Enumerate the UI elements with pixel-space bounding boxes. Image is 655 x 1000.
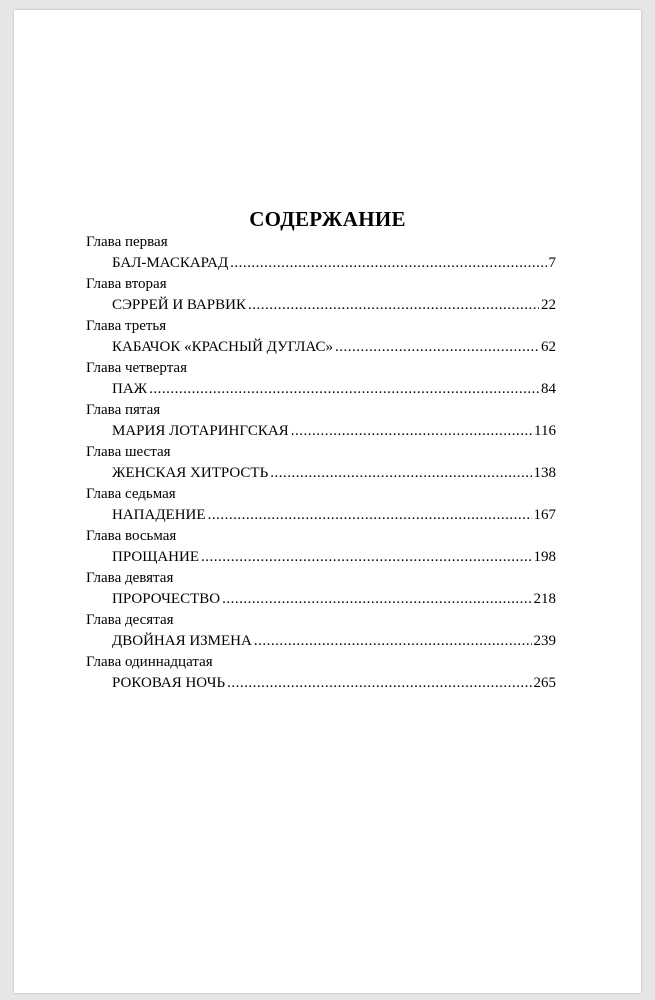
dot-leader [230,253,546,274]
toc-chapter [86,442,556,484]
toc-chapter [86,400,556,442]
dot-leader [208,505,532,526]
dot-leader [291,421,532,442]
toc-entry [86,379,556,400]
toc-entry [86,631,556,652]
toc-entry [86,421,556,442]
toc-chapter [86,316,556,358]
dot-leader [227,673,531,694]
dot-leader [270,463,531,484]
chapter-label: Глава третья [86,318,167,334]
chapter-title: ПРОРОЧЕСТВО [112,591,221,607]
toc-chapter [86,232,556,274]
chapter-title: МАРИЯ ЛОТАРИНГСКАЯ [112,423,289,439]
page-number: 265 [533,675,556,691]
page-number: 7 [548,255,556,271]
chapter-label: Глава десятая [86,612,174,628]
dot-leader [201,547,532,568]
dot-leader [335,337,539,358]
chapter-label: Глава седьмая [86,486,176,502]
toc-chapter [86,568,556,610]
page-number: 138 [533,465,556,481]
chapter-title: ЖЕНСКАЯ ХИТРОСТЬ [112,465,269,481]
page-number: 22 [541,297,556,313]
toc-entry [86,547,556,568]
toc-chapter [86,652,556,694]
page-number: 198 [533,549,556,565]
toc-entry [86,589,556,610]
toc-entry [86,505,556,526]
chapter-label: Глава одиннадцатая [86,654,213,670]
document-page [14,10,641,993]
toc-chapter [86,484,556,526]
page-number: 84 [541,381,556,397]
toc-chapter [86,526,556,568]
chapter-label: Глава восьмая [86,528,177,544]
chapter-title: ПРОЩАНИЕ [112,549,199,565]
chapter-title: КАБАЧОК «КРАСНЫЙ ДУГЛАС» [112,339,334,355]
page-number: 167 [533,507,556,523]
page-number: 239 [533,633,556,649]
dot-leader [254,631,532,652]
toc-entry [86,337,556,358]
chapter-title: ПАЖ [112,381,148,397]
chapter-label: Глава шестая [86,444,171,460]
chapter-title: БАЛ-МАСКАРАД [112,255,229,271]
dot-leader [149,379,539,400]
page-number: 62 [541,339,556,355]
chapter-label: Глава девятая [86,570,174,586]
toc-entry [86,295,556,316]
toc-chapter [86,610,556,652]
page-number: 116 [534,423,556,439]
page-title: СОДЕРЖАНИЕ [249,207,406,231]
toc-chapter [86,274,556,316]
page-number: 218 [533,591,556,607]
toc-entry [86,673,556,694]
chapter-label: Глава пятая [86,402,161,418]
toc-chapter [86,358,556,400]
chapter-title: СЭРРЕЙ И ВАРВИК [112,297,246,313]
chapter-title: НАПАДЕНИЕ [112,507,206,523]
chapter-title: ДВОЙНАЯ ИЗМЕНА [112,633,252,649]
toc-entry [86,463,556,484]
toc-entry [86,253,556,274]
chapter-label: Глава первая [86,234,168,250]
dot-leader [222,589,531,610]
chapter-label: Глава четвертая [86,360,187,376]
dot-leader [248,295,539,316]
chapter-label: Глава вторая [86,276,167,292]
chapter-title: РОКОВАЯ НОЧЬ [112,675,226,691]
table-of-contents [86,232,556,694]
